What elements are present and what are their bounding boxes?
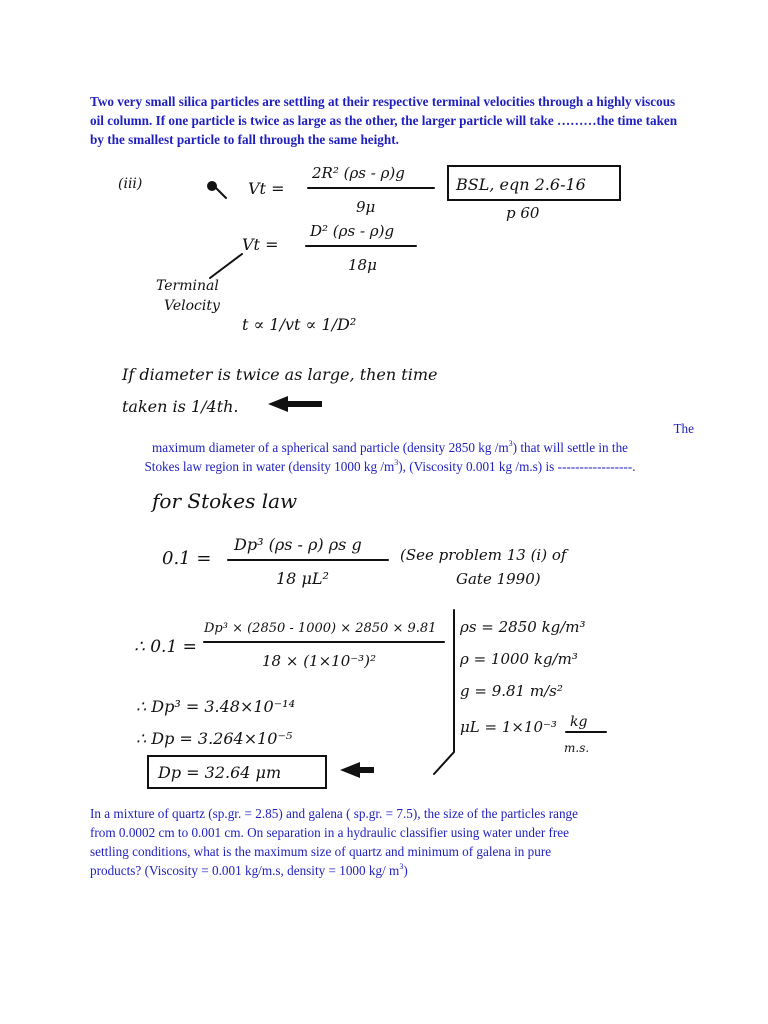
question-3-text: In a mixture of quartz (sp.gr. = 2.85) and galena ( sp.gr. = 7.5), the size of the particles range from 0.0002 cm to 0.001 cm. On separation in a hydraulic classifier using water under free settling conditions, what is the maximum size of quartz and minimum of galena in pure products? (Viscosity = 0.001 kg/m.s, density = 1000 kg/ $m^3$)	[90, 806, 579, 878]
svg-text:0.1 =: 0.1 =	[162, 548, 212, 569]
svg-text:p 60: p 60	[506, 204, 540, 222]
svg-text:g = 9.81 m/s²: g = 9.81 m/s²	[460, 682, 563, 700]
svg-text:18 μL²: 18 μL²	[276, 569, 329, 588]
svg-text:18μ: 18μ	[348, 256, 377, 274]
svg-text:m.s.: m.s.	[564, 741, 590, 755]
svg-text:∴ Dp³ = 3.48×10⁻¹⁴: ∴ Dp³ = 3.48×10⁻¹⁴	[136, 697, 295, 716]
svg-text:μL = 1×10⁻³: μL = 1×10⁻³	[460, 718, 557, 736]
svg-text:taken is 1/4th.: taken is 1/4th.	[122, 397, 239, 416]
svg-text:9μ: 9μ	[356, 198, 376, 216]
svg-text:Gate 1990): Gate 1990)	[456, 570, 541, 588]
svg-text:If diameter is twice as large,: If diameter is twice as large, then time	[122, 365, 438, 384]
svg-text:Velocity: Velocity	[164, 298, 220, 314]
handwritten-solution-2	[134, 480, 654, 800]
svg-text:D² (ρs - ρ)g: D² (ρs - ρ)g	[310, 222, 395, 240]
svg-text:∴ Dp = 3.264×10⁻⁵: ∴ Dp = 3.264×10⁻⁵	[136, 729, 293, 748]
svg-text:2R² (ρs - ρ)g: 2R² (ρs - ρ)g	[312, 164, 405, 182]
svg-text:t ∝ 1/vt ∝ 1/D²: t ∝ 1/vt ∝ 1/D²	[242, 315, 357, 334]
handwritten-solution-1	[116, 158, 640, 420]
svg-text:ρs = 2850 kg/m³: ρs = 2850 kg/m³	[460, 618, 586, 636]
question-2-text: maximum diameter of a spherical sand particle (density 2850 kg $/m^3$) that will settle in the Stokes law region in water (density 1000 kg $/m^3$), (Viscosity 0.001 kg /m.s) is -----------------.	[144, 438, 636, 474]
svg-text:(iii): (iii)	[118, 176, 143, 192]
svg-text:Vt =: Vt =	[242, 235, 279, 254]
svg-text:kg: kg	[570, 714, 588, 730]
svg-text:ρ = 1000 kg/m³: ρ = 1000 kg/m³	[460, 650, 578, 668]
svg-text:(See problem 13 (i) of: (See problem 13 (i) of	[400, 546, 567, 564]
svg-text:BSL, eqn 2.6-16: BSL, eqn 2.6-16	[456, 175, 586, 194]
question-2-lead: The	[673, 421, 694, 436]
question-1-text: Two very small silica particles are settling at their respective terminal velocities through a highly viscous oil column. If one particle is twice as large as the other, the larger particle will take ………the time taken by the smallest particle to fall through the same height.	[90, 94, 678, 147]
svg-text:18 × (1×10⁻³)²: 18 × (1×10⁻³)²	[262, 652, 377, 670]
svg-text:Dp³ × (2850 - 1000) × 2850 × 9: Dp³ × (2850 - 1000) × 2850 × 9.81	[204, 621, 437, 636]
svg-text:for Stokes law: for Stokes law	[152, 489, 298, 513]
svg-text:Dp³ (ρs - ρ) ρs g: Dp³ (ρs - ρ) ρs g	[234, 535, 362, 554]
svg-text:Terminal: Terminal	[156, 278, 219, 294]
svg-text:Vt =: Vt =	[248, 179, 285, 198]
svg-text:∴ 0.1 =: ∴ 0.1 =	[134, 637, 197, 657]
svg-text:Dp = 32.64 μm: Dp = 32.64 μm	[158, 763, 282, 782]
